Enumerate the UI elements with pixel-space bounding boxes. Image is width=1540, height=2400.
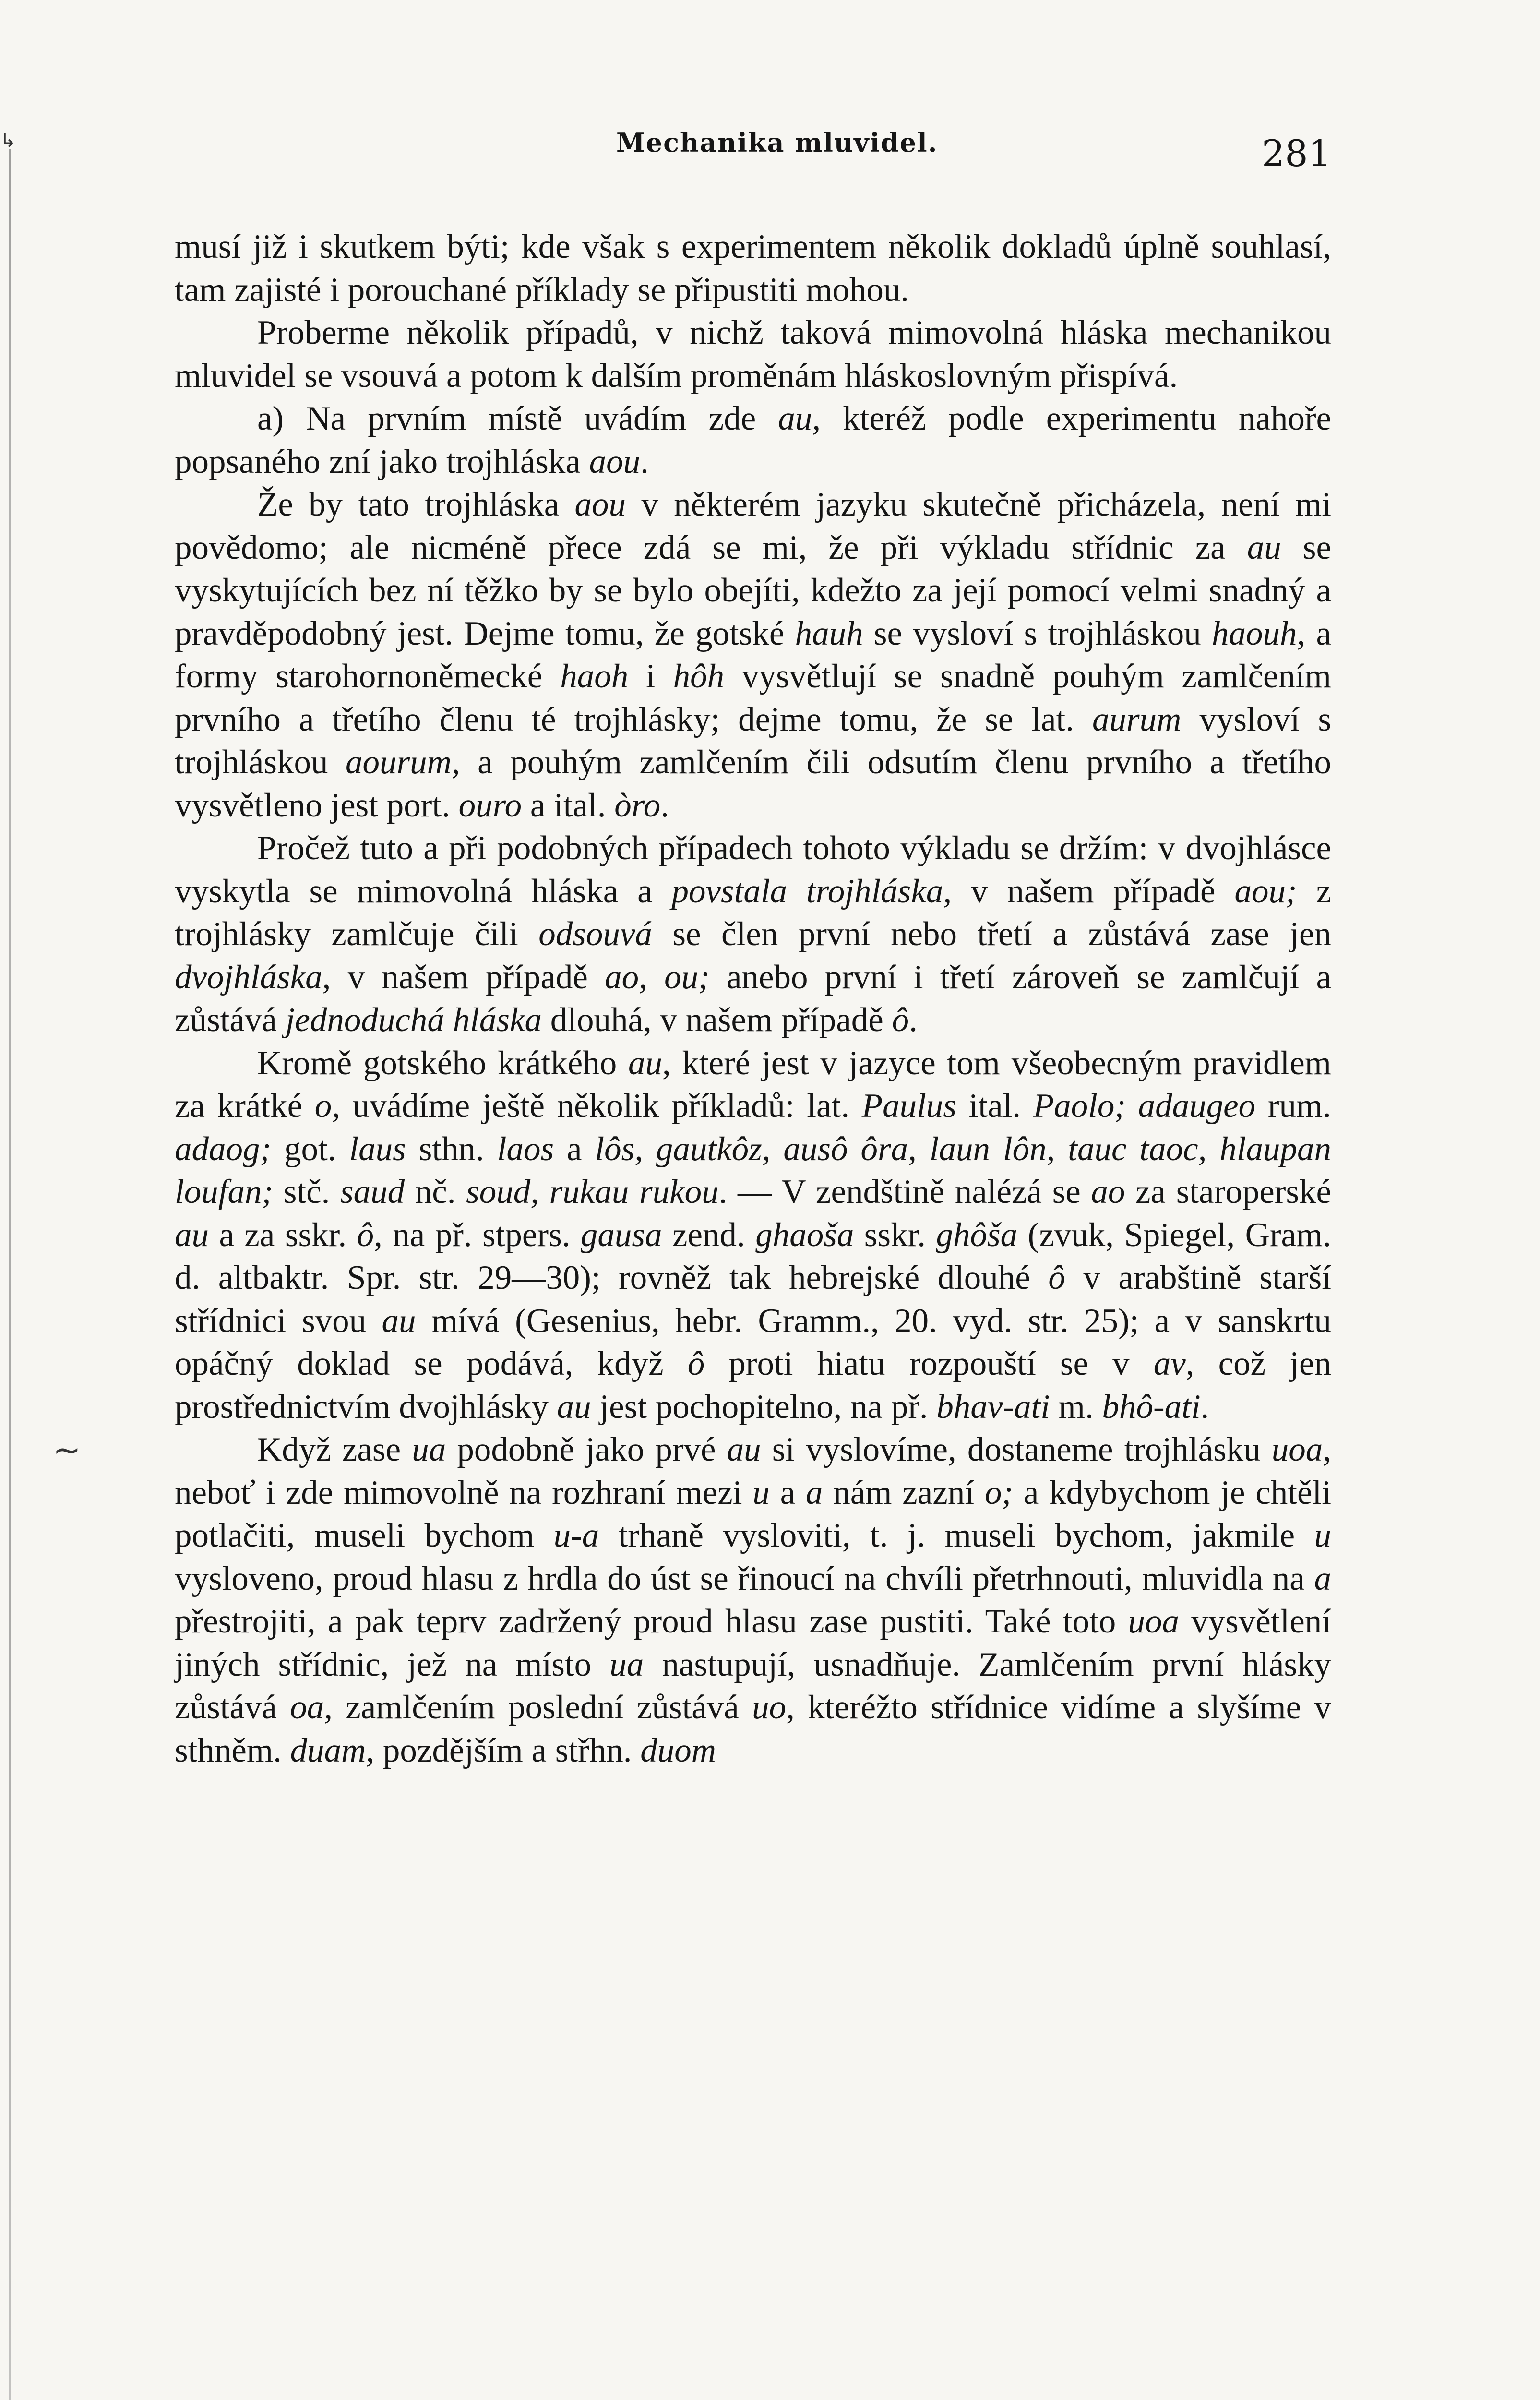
scan-margin-line <box>9 149 11 2400</box>
text-run: se vyskytujících bez ní těžko by se bylo obejíti, kdežto za její pomocí velmi snadný a pravděpodobný jest. Dejme tomu, že gotské <box>175 528 1331 652</box>
text-run: m. <box>1050 1388 1102 1426</box>
text-run: . — V zendštině nalézá se <box>718 1173 1091 1211</box>
text-run: , což jen prostřednictvím dvojhlásky <box>175 1345 1332 1426</box>
text-run: , kteréž podle experimentu nahoře popsaného zní jako trojhláska <box>175 400 1331 480</box>
italic-term: povstala trojhláska <box>671 872 943 910</box>
text-run: . <box>1200 1388 1209 1426</box>
italic-term: ua <box>609 1645 644 1683</box>
italic-term: av <box>1153 1345 1186 1382</box>
italic-term: adaugeo <box>1138 1087 1256 1125</box>
italic-term: au <box>778 400 812 437</box>
italic-term: odsouvá <box>538 915 652 953</box>
text-run: si vyslovíme, dostaneme trojhlásku <box>761 1431 1272 1468</box>
italic-term: oa <box>290 1689 324 1726</box>
text-run: , v našem případě <box>322 958 605 996</box>
text-run: dlouhá, v našem případě <box>542 1001 892 1039</box>
text-run: , neboť i zde mimovolně na rozhraní mezi <box>175 1431 1331 1512</box>
italic-term: au <box>557 1388 591 1426</box>
italic-term: a <box>805 1474 823 1512</box>
text-run: a kdybychom je chtěli potlačiti, museli bychom <box>175 1474 1331 1554</box>
italic-term: bhô-ati <box>1102 1388 1201 1426</box>
italic-term: ghaoša <box>755 1216 854 1254</box>
text-run: , kteréžto střídnice vidíme a slyšíme v sthněm. <box>175 1689 1331 1769</box>
italic-term: ô <box>687 1345 705 1382</box>
italic-term: uoa <box>1128 1603 1179 1640</box>
paragraph <box>175 483 1331 827</box>
page-number: 281 <box>1261 132 1331 175</box>
text-run: , které jest v jazyce tom všeobecným pravidlem za krátké <box>175 1044 1331 1125</box>
italic-term: au <box>727 1431 761 1468</box>
text-run: nám zazní <box>823 1474 985 1512</box>
margin-mark-top: ↳ <box>0 130 16 152</box>
italic-term: a <box>1314 1560 1331 1597</box>
text-run: , na př. stpers. <box>374 1216 581 1254</box>
italic-term: jednoduchá hláska <box>285 1001 542 1039</box>
italic-term: u <box>1314 1517 1332 1554</box>
text-run: Proberme několik případů, v nichž taková mimovolná hláska mechanikou mluvidel se vsouvá a potom k dalším proměnám hláskoslovným přispívá. <box>175 314 1331 395</box>
italic-term: hauh <box>795 614 863 652</box>
paragraph <box>175 397 1331 483</box>
italic-term: o <box>314 1087 332 1125</box>
text-run: v některém jazyku skutečně přicházela, není mi povědomo; ale nicméně přece zdá se mi, že při výkladu střídnic za <box>175 486 1332 566</box>
margin-mark-pencil: ~ <box>53 1430 81 1470</box>
italic-term: u-a <box>553 1517 599 1554</box>
italic-term: o; <box>984 1474 1014 1512</box>
text-run: a <box>769 1474 806 1512</box>
italic-term: ô <box>892 1001 909 1039</box>
italic-term: adaog; <box>175 1130 272 1168</box>
text-run: musí již i skutkem býti; kde však s experimentem několik dokladů úplně souhlasí, tam zajisté i porouchané příklady se připustiti mohou. <box>175 228 1331 309</box>
italic-term: aou <box>589 443 641 480</box>
italic-term: haoh <box>560 658 629 695</box>
text-run: . <box>660 786 669 824</box>
text-run: (zvuk, Spiegel, Gram. d. altbaktr. Spr. str. 29—30); rovněž tak hebrejské dlouhé <box>175 1216 1332 1296</box>
italic-term: ô <box>1048 1259 1065 1296</box>
text-run: Pročež tuto a při podobných případech tohoto výkladu se držím: v dvojhlásce vyskytla se mimovolná hláska a <box>175 829 1331 910</box>
italic-term: ao, ou; <box>605 958 710 996</box>
text-run: , pozdějším a střhn. <box>366 1731 641 1769</box>
running-title: Mechanika mluvidel. <box>616 127 938 158</box>
text-run: nastupují, usnadňuje. Zamlčením první hlásky zůstává <box>175 1645 1331 1726</box>
text-run <box>1126 1087 1138 1125</box>
italic-term: laos <box>497 1130 554 1168</box>
italic-term: au <box>1247 528 1281 566</box>
text-run: anebo první i třetí zároveň se zamlčují a zůstává <box>175 958 1331 1039</box>
text-run: a za sskr. <box>209 1216 357 1254</box>
text-run: za staroperské <box>1125 1173 1332 1211</box>
text-run: sthn. <box>406 1130 497 1168</box>
text-run: přestrojiti, a pak teprv zadržený proud hlasu zase pustiti. Také toto <box>175 1603 1128 1640</box>
italic-term: Paolo; <box>1033 1087 1126 1125</box>
text-run: ital. <box>956 1087 1033 1125</box>
paragraph <box>175 827 1331 1042</box>
text-run: mívá (Gesenius, hebr. Gramm., 20. vyd. str. 25); a v sanskrtu opáčný doklad se podává, když <box>175 1302 1331 1382</box>
italic-term: ao <box>1091 1173 1125 1211</box>
italic-term: ua <box>412 1431 446 1468</box>
paragraph <box>175 1428 1331 1772</box>
text-run: proti hiatu rozpouští se v <box>704 1345 1154 1382</box>
text-run: got. <box>271 1130 349 1168</box>
italic-term: gausa <box>580 1216 662 1254</box>
italic-term: duom <box>640 1731 716 1769</box>
italic-term: haouh <box>1212 614 1297 652</box>
text-run: , zamlčením poslední zůstává <box>324 1689 752 1726</box>
italic-term: uoa <box>1271 1431 1323 1468</box>
text-run: , a pouhým zamlčením čili odsutím členu prvního a třetího vysvětleno jest port. <box>175 744 1332 824</box>
text-run: podobně jako prvé <box>446 1431 727 1468</box>
italic-term: aou; <box>1234 872 1297 910</box>
italic-term: u <box>752 1474 770 1512</box>
italic-term: duam <box>290 1731 366 1769</box>
italic-term: òro <box>614 786 661 824</box>
text-run: , v našem případě <box>943 872 1235 910</box>
text-run: vysloveno, proud hlasu z hrdla do úst se řinoucí na chvíli přetrhnouti, mluvidla na <box>175 1560 1314 1597</box>
text-run: se člen první nebo třetí a zůstává zase jen <box>652 915 1332 953</box>
text-run: Když zase <box>257 1431 412 1468</box>
text-run: , a formy starohornoněmecké <box>175 614 1332 695</box>
paragraph <box>175 1042 1331 1429</box>
italic-term: soud, rukau rukou <box>466 1173 719 1211</box>
text-run: a <box>554 1130 595 1168</box>
text-run: se vysloví s trojhláskou <box>863 614 1212 652</box>
text-run: . <box>909 1001 918 1039</box>
italic-term: laus <box>349 1130 406 1168</box>
page-header <box>175 127 1331 190</box>
italic-term: aourum <box>346 744 452 781</box>
body-text <box>175 226 1331 1772</box>
text-run: jest pochopitelno, na př. <box>591 1388 937 1426</box>
text-run: vysloví s trojhláskou <box>175 700 1331 781</box>
italic-term: hôh <box>673 658 725 695</box>
text-run: a) Na prvním místě uvádím zde <box>257 400 778 437</box>
text-run: Kromě gotského krátkého <box>257 1044 628 1082</box>
italic-term: ouro <box>458 786 522 824</box>
text-run: vysvětlení jiných střídnic, jež na místo <box>175 1603 1331 1683</box>
italic-term: Paulus <box>861 1087 956 1125</box>
text-run: v arabštině starší střídnici svou <box>175 1259 1331 1340</box>
italic-term: saud <box>340 1173 405 1211</box>
italic-term: au <box>628 1044 662 1082</box>
italic-term: aurum <box>1092 700 1182 738</box>
text-run: sskr. <box>854 1216 936 1254</box>
text-run: rum. <box>1255 1087 1331 1125</box>
text-run: a ital. <box>522 786 615 824</box>
text-run: vysvětlují se snadně pouhým zamlčením prvního a třetího členu té trojhlásky; dejme tomu, že se lat. <box>175 658 1332 738</box>
text-run: z trojhlásky zamlčuje čili <box>175 872 1331 953</box>
text-run: Že by tato trojhláska <box>257 486 575 523</box>
italic-term: aou <box>574 486 626 523</box>
text-run: trhaně vysloviti, t. j. museli bychom, jakmile <box>599 1517 1314 1554</box>
text-run: zend. <box>662 1216 756 1254</box>
text-run: i <box>628 658 673 695</box>
paragraph <box>175 312 1331 397</box>
paragraph <box>175 226 1331 312</box>
italic-term: au <box>382 1302 416 1340</box>
text-run: nč. <box>405 1173 466 1211</box>
italic-term: uo <box>752 1689 787 1726</box>
italic-term: lôs, gautkôz, ausô ôra, laun lôn, tauc taoc, hlaupan loufan; <box>175 1130 1332 1211</box>
text-run: stč. <box>273 1173 340 1211</box>
book-page <box>175 127 1331 2400</box>
text-run: , uvádíme ještě několik příkladů: lat. <box>332 1087 862 1125</box>
italic-term: au <box>175 1216 209 1254</box>
text-run: . <box>640 443 649 480</box>
italic-term: bhav-ati <box>936 1388 1050 1426</box>
italic-term: ghôša <box>936 1216 1018 1254</box>
italic-term: dvojhláska <box>175 958 322 996</box>
italic-term: ô <box>357 1216 374 1254</box>
